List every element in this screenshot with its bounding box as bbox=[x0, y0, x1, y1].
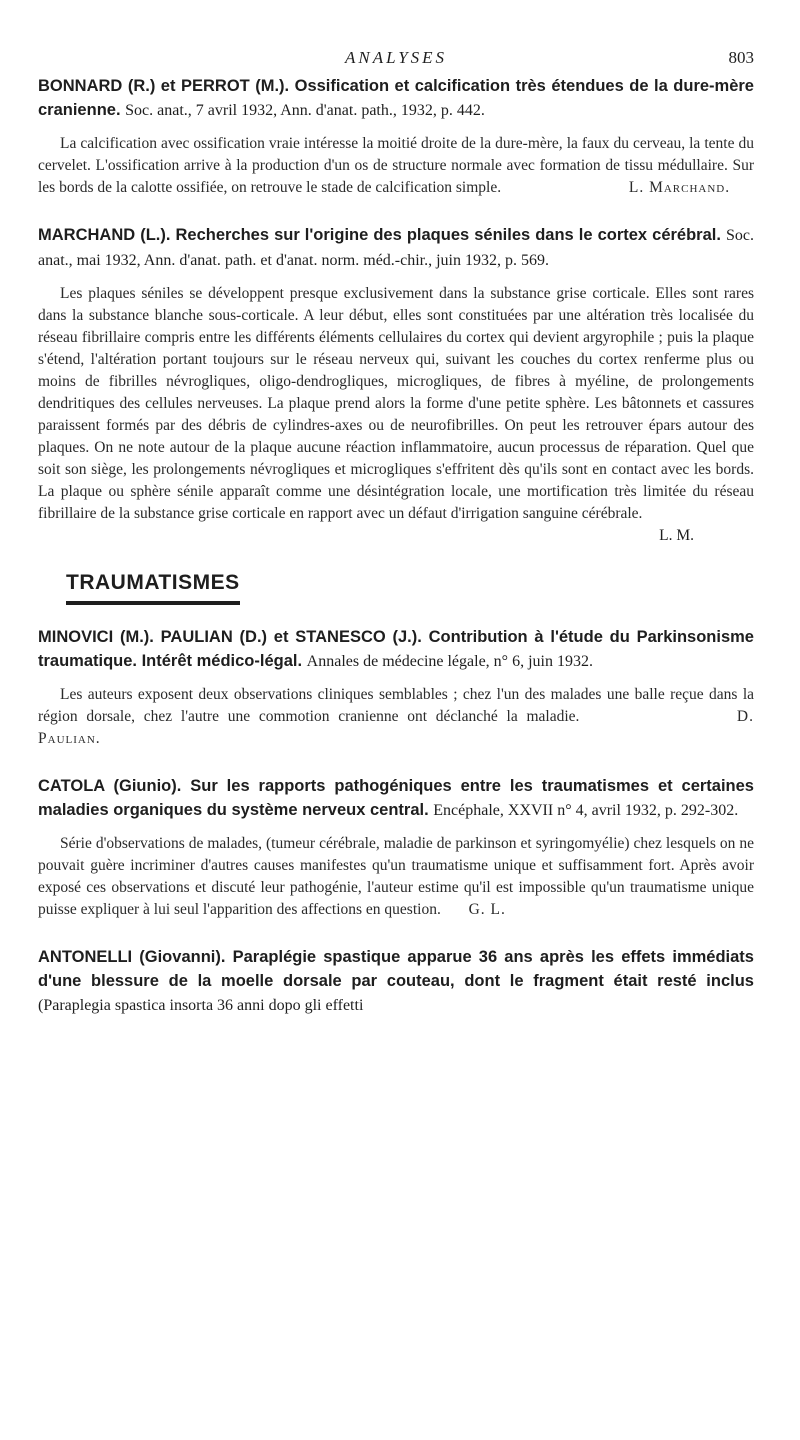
entry-title: Ossification et calcification très étendues de la dure-mère cranienne. bbox=[38, 77, 754, 119]
entry-citation: (Paraplegia spastica insorta 36 anni dopo gli effetti bbox=[38, 997, 364, 1014]
page bbox=[38, 44, 754, 1042]
entry-authors: MINOVICI (M.). PAULIAN (D.) et STANESCO (J.). bbox=[38, 628, 422, 646]
entry-heading bbox=[38, 945, 754, 1018]
section-title: TRAUMATISMES bbox=[66, 571, 240, 605]
entry-signature: D. Paulian. bbox=[38, 708, 754, 747]
entry-title: Paraplégie spastique apparue 36 ans après les effets immédiats d'une blessure de la moelle dorsale par couteau, dont le fragment était resté inclus bbox=[38, 948, 754, 990]
entry-authors: BONNARD (R.) et PERROT (M.). bbox=[38, 77, 290, 95]
abstract-entry bbox=[38, 74, 754, 199]
entry-heading bbox=[38, 774, 754, 823]
entry-heading bbox=[38, 74, 754, 123]
entry-citation: Soc. anat., 7 avril 1932, Ann. d'anat. path., 1932, p. 442. bbox=[125, 102, 485, 119]
entry-body: Les auteurs exposent deux observations cliniques semblables ; chez l'un des malades une balle reçue dans la région dorsale, chez l'autre une commotion cranienne ont déclanché la maladie. D. Paulian. bbox=[38, 686, 754, 747]
abstract-entry bbox=[38, 945, 754, 1018]
page-number: 803 bbox=[728, 48, 754, 67]
entry-title: Recherches sur l'origine des plaques séniles dans le cortex cérébral. bbox=[175, 226, 721, 244]
running-head-title: ANALYSES bbox=[344, 48, 448, 67]
entry-authors: CATOLA (Giunio). bbox=[38, 777, 182, 795]
abstract-entry bbox=[38, 625, 754, 750]
abstract-entry bbox=[38, 223, 754, 547]
entry-citation: Annales de médecine légale, n° 6, juin 1932. bbox=[306, 653, 593, 670]
entry-citation: Encéphale, XXVII n° 4, avril 1932, p. 292-302. bbox=[433, 802, 739, 819]
abstract-entry bbox=[38, 774, 754, 921]
entry-body: Les plaques séniles se développent presque exclusivement dans la substance grise corticale. Elles sont rares dans la substance blanche sous-corticale. A leur début, elles sont constituées par une altération très localisée du réseau fibrillaire compris entre les différents éléments cellulaires du cortex qui devient argyrophile ; puis la plaque s'étend, l'altération portant toujours sur le réseau nerveux qui, suivant les couches du cortex renferme plus ou moins de fibrilles névrogliques, oligo-dendrogliques, microgliques, de fibres à myéline, de prolongements dendritiques des cellules nerveuses. La plaque prend alors la forme d'une petite sphère. Les bâtonnets et cassures paraissent formés par des débris de cylindres-axes ou de neurofibrilles. On peut les retrouver épars autour des plaques. On ne note autour de la plaque aucune réaction inflammatoire, aucun processus de réparation. Quel que soit son siège, les prolongements névrogliques et microgliques s'effritent dès qu'ils sont en contact avec les bords. La plaque ou sphère sénile apparaît comme une désintégration locale, une mortification très limitée du réseau fibrillaire de la substance grise corticale en rapport avec un défaut d'irrigation sanguine cérébrale. bbox=[38, 285, 754, 522]
entry-heading bbox=[38, 223, 754, 273]
entry-authors: MARCHAND (L.). bbox=[38, 226, 171, 244]
entry-signature: L. M. bbox=[659, 527, 694, 544]
entry-body: La calcification avec ossification vraie intéresse la moitié droite de la dure-mère, la faux du cerveau, la tente du cervelet. L'ossification arrive à la production d'un os de structure normale avec formation de tissu médullaire. Sur les bords de la calotte ossifiée, on retrouve le stade de calcification simple. L. Marchand. bbox=[38, 135, 754, 196]
entry-signature: G. L. bbox=[468, 901, 506, 918]
entry-signature: L. Marchand. bbox=[628, 179, 731, 196]
entry-title: Contribution à l'étude du Parkinsonisme traumatique. Intérêt médico-légal. bbox=[38, 628, 754, 670]
entry-heading bbox=[38, 625, 754, 674]
entry-authors: ANTONELLI (Giovanni). bbox=[38, 948, 226, 966]
entry-title: Sur les rapports pathogéniques entre les traumatismes et certaines maladies organiques du système nerveux central. bbox=[38, 777, 754, 819]
running-head bbox=[38, 44, 754, 74]
section-heading bbox=[66, 571, 754, 605]
entry-citation: Soc. anat., mai 1932, Ann. d'anat. path. et d'anat. norm. méd.-chir., juin 1932, p. 569. bbox=[38, 227, 754, 269]
entry-body: Série d'observations de malades, (tumeur cérébrale, maladie de parkinson et syringomyélie) chez lesquels on ne pouvait guère incriminer d'autres causes manifestes qu'un traumatisme unique et suffisamment fort. Après avoir exposé ces observations et discuté leur pathogénie, l'auteur estime qu'il est impossible qu'un traumatisme unique puisse expliquer à lui seul l'apparition des affections en question. G. L. bbox=[38, 835, 754, 918]
